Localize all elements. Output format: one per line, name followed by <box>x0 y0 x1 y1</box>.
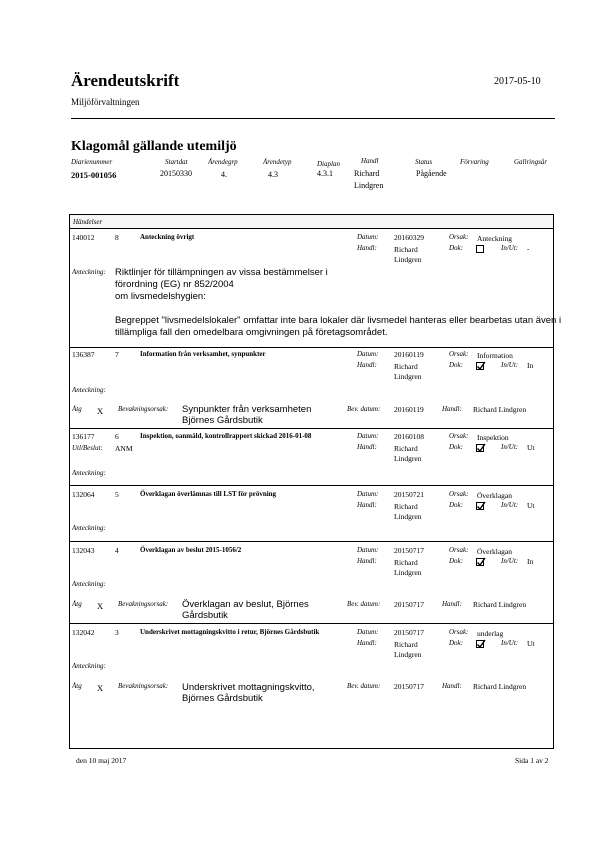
event-orsak: Information <box>477 351 513 360</box>
atg-mark: X <box>97 601 104 611</box>
event-handl-first: Richard <box>394 558 418 567</box>
event-divider <box>70 541 553 542</box>
checkmark-icon <box>476 639 486 649</box>
value-diaplan: 4.3.1 <box>317 169 333 178</box>
label-startdat: Startdat <box>165 158 188 166</box>
orsak-label: Orsak: <box>449 350 469 358</box>
dok-label: Dok: <box>449 361 463 369</box>
event-sequence: 4 <box>115 546 119 555</box>
event-note-line: om livsmedelshygien: <box>115 291 206 302</box>
dok-checkbox-checked[interactable] <box>476 444 484 452</box>
event-number: 132042 <box>72 628 95 637</box>
events-table <box>69 214 562 749</box>
event-datum: 20160108 <box>394 432 424 441</box>
event-title: Anteckning övrigt <box>140 233 195 241</box>
datum-label: Datum: <box>357 490 379 498</box>
label-status: Status <box>415 158 433 166</box>
event-title: Överklagan av beslut 2015-1056/2 <box>140 546 242 554</box>
event-number: 140012 <box>72 233 95 242</box>
document-title: Ärendeutskrift <box>71 71 180 90</box>
in-ut-label: In/Ut: <box>501 244 519 252</box>
orsak-label: Orsak: <box>449 546 469 554</box>
event-divider <box>70 485 553 486</box>
event-sequence: 8 <box>115 233 119 242</box>
event-divider <box>70 428 553 429</box>
handl-label: Handl: <box>357 639 377 647</box>
datum-label: Datum: <box>357 432 379 440</box>
event-handl-first: Richard <box>394 502 418 511</box>
event-sequence: 5 <box>115 490 119 499</box>
atg-label: Åtg <box>72 405 82 413</box>
anteckning-label: Anteckning: <box>72 662 106 670</box>
event-handl-last: Lindgren <box>394 568 422 577</box>
event-note-line: Begreppet "livsmedelslokaler" omfattar inte bara lokaler där livsmedel hanteras eller bearbetas utan även i <box>115 315 562 326</box>
event-number: 136387 <box>72 350 95 359</box>
event-orsak: Överklagan <box>477 491 512 500</box>
bevakningsorsak-label: Bevakningsorsak: <box>118 600 169 608</box>
dok-checkbox-checked[interactable] <box>476 362 484 370</box>
checkmark-icon <box>476 501 486 511</box>
event-number: 132043 <box>72 546 95 555</box>
handl-label: Handl: <box>357 557 377 565</box>
label-arendegrp: Ärendegrp <box>208 158 238 166</box>
event-sequence: 3 <box>115 628 119 637</box>
event-handl-last: Lindgren <box>394 255 422 264</box>
atg-label: Åtg <box>72 682 82 690</box>
in-ut-label: In/Ut: <box>501 557 519 565</box>
bevakningsorsak-label: Bevakningsorsak: <box>118 682 169 690</box>
anteckning-label: Anteckning: <box>72 580 106 588</box>
dok-checkbox-checked[interactable] <box>476 502 484 510</box>
value-handl-last: Lindgren <box>354 181 384 190</box>
event-in-ut: Ut <box>527 443 535 452</box>
event-in-ut: In <box>527 557 534 566</box>
event-datum: 20150717 <box>394 628 424 637</box>
orsak-label: Orsak: <box>449 628 469 636</box>
bev-datum-label: Bev. datum: <box>347 405 381 413</box>
event-in-ut: In <box>527 361 534 370</box>
orsak-label: Orsak: <box>449 490 469 498</box>
checkmark-icon <box>476 443 486 453</box>
event-sequence: 6 <box>115 432 119 441</box>
event-orsak: underlag <box>477 629 504 638</box>
dok-label: Dok: <box>449 639 463 647</box>
event-orsak: Anteckning <box>477 234 512 243</box>
value-arendetyp: 4.3 <box>268 170 278 179</box>
value-status: Pågående <box>416 169 447 178</box>
label-diarienummer: Diarienummer <box>71 158 113 166</box>
event-handl-last: Lindgren <box>394 454 422 463</box>
bev-handl-label: Handl: <box>442 405 462 413</box>
event-handl-last: Lindgren <box>394 372 422 381</box>
dok-label: Dok: <box>449 501 463 509</box>
anteckning-label: Anteckning: <box>72 386 106 394</box>
event-number: 132064 <box>72 490 95 499</box>
events-section-label: Händelser <box>70 215 553 229</box>
orsak-label: Orsak: <box>449 233 469 241</box>
dok-checkbox-checked[interactable] <box>476 558 484 566</box>
event-orsak: Överklagan <box>477 547 512 556</box>
handl-label: Handl: <box>357 361 377 369</box>
bev-datum: 20160119 <box>394 405 424 414</box>
dok-label: Dok: <box>449 557 463 565</box>
event-divider <box>70 347 553 348</box>
bev-datum: 20150717 <box>394 600 424 609</box>
event-datum: 20150717 <box>394 546 424 555</box>
case-title: Klagomål gällande utemiljö <box>71 139 237 154</box>
event-in-ut: Ut <box>527 501 535 510</box>
datum-label: Datum: <box>357 628 379 636</box>
event-datum: 20160119 <box>394 350 424 359</box>
event-title: Underskrivet mottagningskvitto i retur, Björnes Gårdsbutik <box>140 628 320 636</box>
event-title: Överklagan överlämnas till LST för prövning <box>140 490 277 498</box>
handl-label: Handl: <box>357 443 377 451</box>
event-divider <box>70 623 553 624</box>
event-datum: 20160329 <box>394 233 424 242</box>
anteckning-label: Anteckning: <box>72 524 106 532</box>
event-datum: 20150721 <box>394 490 424 499</box>
value-startdat: 20150330 <box>160 169 192 178</box>
dok-label: Dok: <box>449 244 463 252</box>
event-handl-last: Lindgren <box>394 512 422 521</box>
bev-handl: Richard Lindgren <box>473 405 527 414</box>
event-handl-first: Richard <box>394 245 418 254</box>
in-ut-label: In/Ut: <box>501 501 519 509</box>
event-title: Information från verksamhet, synpunkter <box>140 350 266 358</box>
bev-datum-label: Bev. datum: <box>347 682 381 690</box>
bev-handl: Richard Lindgren <box>473 682 527 691</box>
in-ut-label: In/Ut: <box>501 443 519 451</box>
bevakningsorsak-line: Björnes Gårdsbutik <box>182 415 263 426</box>
atg-label: Åtg <box>72 600 82 608</box>
label-arendetyp: Ärendetyp <box>263 158 292 166</box>
label-gallringsar: Gallringsår <box>514 158 548 166</box>
in-ut-label: In/Ut: <box>501 361 519 369</box>
value-handl-first: Richard <box>354 169 380 178</box>
dok-label: Dok: <box>449 443 463 451</box>
datum-label: Datum: <box>357 546 379 554</box>
datum-label: Datum: <box>357 233 379 241</box>
event-handl-first: Richard <box>394 640 418 649</box>
event-sequence: 7 <box>115 350 119 359</box>
in-ut-label: In/Ut: <box>501 639 519 647</box>
footer-date: den 10 maj 2017 <box>76 756 127 765</box>
event-orsak: Inspektion <box>477 433 509 442</box>
bevakningsorsak-line: Gårdsbutik <box>182 610 228 621</box>
footer-page-number: Sida 1 av 2 <box>515 756 549 765</box>
checkmark-icon <box>476 361 486 371</box>
department-name: Miljöförvaltningen <box>71 97 140 107</box>
orsak-label: Orsak: <box>449 432 469 440</box>
utl-beslut-label: Utl/Beslut: <box>72 444 103 452</box>
atg-mark: X <box>97 406 104 416</box>
event-in-ut: - <box>527 244 530 253</box>
header-divider <box>71 118 555 119</box>
document-date: 2017-05-10 <box>494 76 541 87</box>
bevakningsorsak-line: Underskrivet mottagningskvitto, <box>182 682 315 693</box>
anteckning-label: Anteckning: <box>72 469 106 477</box>
bev-handl: Richard Lindgren <box>473 600 527 609</box>
value-arendegrp: 4. <box>221 170 227 179</box>
atg-mark: X <box>97 683 104 693</box>
bev-handl-label: Handl: <box>442 682 462 690</box>
event-handl-last: Lindgren <box>394 650 422 659</box>
label-handl: Handl <box>361 157 379 165</box>
handl-label: Handl: <box>357 244 377 252</box>
label-diaplan: Diaplan <box>317 160 340 168</box>
event-in-ut: Ut <box>527 639 535 648</box>
event-handl-first: Richard <box>394 362 418 371</box>
event-note-line: tillämpliga fall den omedelbara omgivningen på företagsområdet. <box>115 327 388 338</box>
value-diarienummer: 2015-001056 <box>71 170 117 180</box>
bev-datum-label: Bev. datum: <box>347 600 381 608</box>
bev-handl-label: Handl: <box>442 600 462 608</box>
event-handl-first: Richard <box>394 444 418 453</box>
bevakningsorsak-label: Bevakningsorsak: <box>118 405 169 413</box>
event-note-line: förordning (EG) nr 852/2004 <box>115 279 234 290</box>
bevakningsorsak-line: Synpunkter från verksamheten <box>182 404 312 415</box>
bevakningsorsak-line: Björnes Gårdsbutik <box>182 693 263 704</box>
bevakningsorsak-line: Överklagan av beslut, Björnes <box>182 599 309 610</box>
event-note-line: Riktlinjer för tillämpningen av vissa bestämmelser i <box>115 267 328 278</box>
label-forvaring: Förvaring <box>460 158 489 166</box>
bev-datum: 20150717 <box>394 682 424 691</box>
datum-label: Datum: <box>357 350 379 358</box>
checkmark-icon <box>476 557 486 567</box>
event-number: 136177 <box>72 432 95 441</box>
handl-label: Handl: <box>357 501 377 509</box>
event-utl-beslut: ANM <box>115 444 133 453</box>
dok-checkbox[interactable] <box>476 245 484 253</box>
event-title: Inspektion, oanmäld, kontrollrapport skickad 2016-01-08 <box>140 432 312 440</box>
dok-checkbox-checked[interactable] <box>476 640 484 648</box>
anteckning-label: Anteckning: <box>72 268 106 276</box>
